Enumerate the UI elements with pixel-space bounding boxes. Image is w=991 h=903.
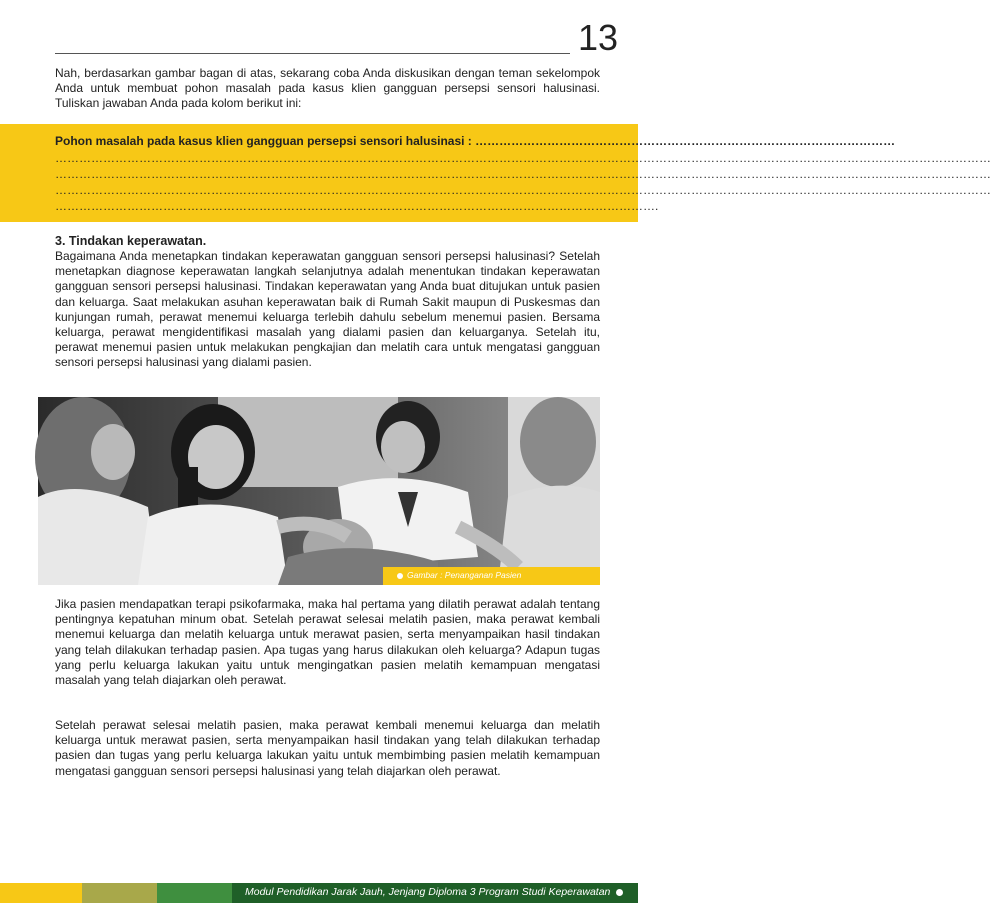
page-number-rule — [55, 53, 570, 54]
photo-caption-bar — [383, 567, 600, 585]
answer-line: ……………………………………………………………………………………………………………………………………. — [55, 199, 659, 213]
paragraph-3: Setelah perawat selesai melatih pasien, maka perawat kembali menemui keluarga dan melatih keluarga untuk merawat pasien, serta menyampaikan hasil tindakan yang telah dilakukan terhadap pasien dan tugas yang perlu keluarga lakukan yaitu untuk membimbing pasien melatih kemampuan mengatasi gangguan sensori persepsi halusinasi yang telah diajarkan oleh perawat. — [55, 718, 600, 778]
answer-box — [0, 124, 991, 222]
photo-caption: Gambar : Penanganan Pasien — [407, 570, 522, 580]
section-title: 3. Tindakan keperawatan. — [55, 234, 207, 248]
caption-bullet-icon — [397, 573, 403, 579]
footer-text: Modul Pendidikan Jarak Jauh, Jenjang Diploma 3 Program Studi Keperawatan — [245, 886, 611, 898]
photo-nursing-students — [38, 397, 600, 585]
answer-line: ……………………………………………………………………………………………………………………………………………………………………………………………………………… — [55, 151, 991, 165]
answer-box-title: Pohon masalah pada kasus klien gangguan persepsi sensori halusinasi : …………………………………………………………………………………………… — [55, 134, 896, 148]
footer-strip-olive — [82, 883, 157, 903]
footer-bullet-icon — [616, 889, 623, 896]
answer-line: ……………………………………………………………………………………………………………………………………………………………………………………………………………… — [55, 167, 991, 181]
footer-strip-yellow — [0, 883, 82, 903]
paragraph-2: Jika pasien mendapatkan terapi psikofarmaka, maka hal pertama yang dilatih perawat adalah tentang pentingnya kepatuhan minum obat. Setelah perawat selesai melatih pasien, maka perawat kembali menemui keluarga dan melatih keluarga untuk merawat pasien, serta menyampaikan hasil tindakan yang telah dilakukan terhadap pasien. Apa tugas yang harus dilakukan oleh keluarga? Adapun tugas yang perlu keluarga lakukan yaitu untuk mengingatkan pasien melatih kemampuan mengatasi masalah yang telah diajarkan oleh perawat. — [55, 597, 600, 688]
footer-strip-green — [157, 883, 232, 903]
page-number: 13 — [577, 17, 618, 58]
photo-illustration — [38, 397, 600, 585]
answer-line: ……………………………………………………………………………………………………………………………………………………………………………………………………………… — [55, 183, 991, 197]
intro-paragraph: Nah, berdasarkan gambar bagan di atas, sekarang coba Anda diskusikan dengan teman sekelompok Anda untuk membuat pohon masalah pada kasus klien gangguan persepsi sensori halusinasi. Tuliskan jawaban Anda pada kolom berikut ini: — [55, 66, 600, 111]
section-paragraph: Bagaimana Anda menetapkan tindakan keperawatan gangguan sensori persepsi halusinasi? Setelah menetapkan diagnose keperawatan langkah selanjutnya adalah menentukan tindakan keperawatan gangguan sensori persepsi halusinasi. Tindakan keperawatan yang Anda buat ditujukan untuk pasien dan keluarga. Saat melakukan asuhan keperawatan baik di Rumah Sakit maupun di Puskesmas dan kunjungan rumah, perawat menemui keluarga terlebih dahulu sebelum menemui pasien. Bersama keluarga, perawat mengidentifikasi masalah yang dialami pasien dan keluarganya. Setelah itu, perawat menemui pasien untuk melakukan pengkajian dan melatih cara untuk mengatasi gangguan sensori persepsi halusinasi yang dialami pasien. — [55, 249, 600, 370]
